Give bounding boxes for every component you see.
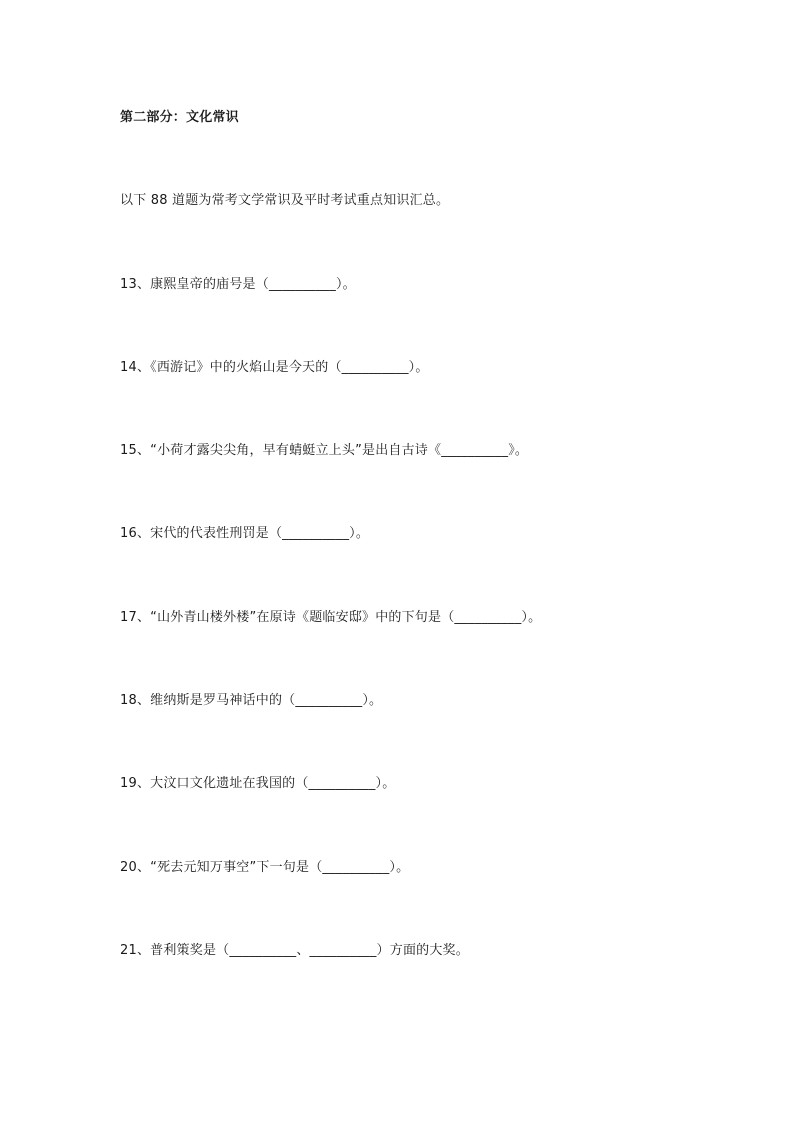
question-16: 16、宋代的代表性刑罚是（__________）。 bbox=[120, 526, 370, 541]
question-17: 17、“山外青山楼外楼”在原诗《题临安邸》中的下句是（__________）。 bbox=[120, 610, 542, 625]
question-18: 18、维纳斯是罗马神话中的（__________）。 bbox=[120, 693, 383, 708]
question-13: 13、康熙皇帝的庙号是（__________）。 bbox=[120, 277, 356, 292]
question-20: 20、“死去元知万事空”下一句是（__________）。 bbox=[120, 860, 410, 875]
question-19: 19、大汶口文化遗址在我国的（__________）。 bbox=[120, 776, 396, 791]
question-15: 15、“小荷才露尖尖角，早有蜻蜓立上头”是出自古诗《__________》。 bbox=[120, 443, 529, 458]
section-title: 第二部分：文化常识 bbox=[120, 110, 239, 125]
intro-text: 以下 88 道题为常考文学常识及平时考试重点知识汇总。 bbox=[120, 193, 450, 208]
question-21: 21、普利策奖是（__________、__________）方面的大奖。 bbox=[120, 943, 469, 958]
question-14: 14、《西游记》中的火焰山是今天的（__________）。 bbox=[120, 360, 429, 375]
